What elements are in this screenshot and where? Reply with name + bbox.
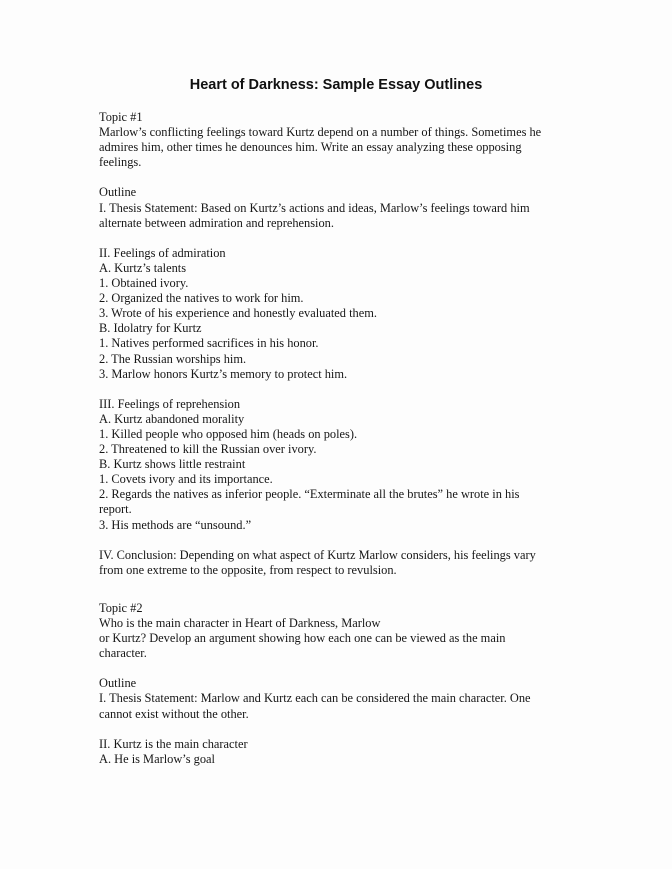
text-line: B. Idolatry for Kurtz [99, 321, 202, 336]
paragraph-gap [99, 170, 569, 185]
text-line: Topic #2 [99, 600, 143, 615]
text-line: 1. Obtained ivory. [99, 276, 189, 291]
paragraph-gap [99, 382, 569, 397]
text-line: 2. Regards the natives as inferior people. “Exterminate all the brutes” he wrote in his [99, 487, 520, 502]
text-line: or Kurtz? Develop an argument showing how each one can be viewed as the main [99, 631, 506, 646]
paragraph-gap [99, 722, 569, 737]
text-line: character. [99, 646, 147, 661]
text-line: 1. Killed people who opposed him (heads on poles). [99, 426, 358, 441]
text-line: admires him, other times he denounces him. Write an essay analyzing these opposing [99, 140, 522, 155]
text-line: II. Feelings of admiration [99, 245, 226, 260]
text-line: B. Kurtz shows little restraint [99, 457, 246, 472]
text-line: II. Kurtz is the main character [99, 736, 248, 751]
text-line: 3. Wrote of his experience and honestly evaluated them. [99, 306, 377, 321]
text-line: report. [99, 502, 132, 517]
text-line: A. Kurtz abandoned morality [99, 411, 245, 426]
text-line: I. Thesis Statement: Based on Kurtz’s actions and ideas, Marlow’s feelings toward him [99, 200, 530, 215]
text-line: Outline [99, 185, 137, 200]
text-line: Outline [99, 676, 137, 691]
text-line: IV. Conclusion: Depending on what aspect of Kurtz Marlow considers, his feelings vary [99, 547, 536, 562]
text-line: alternate between admiration and reprehension. [99, 215, 334, 230]
text-line: 1. Natives performed sacrifices in his honor. [99, 336, 319, 351]
text-line: A. Kurtz’s talents [99, 260, 187, 275]
text-line: Topic #1 [99, 110, 143, 124]
text-line: 3. Marlow honors Kurtz’s memory to protect him. [99, 366, 348, 381]
text-line: feelings. [99, 155, 142, 170]
text-line: 2. The Russian worships him. [99, 351, 247, 366]
text-line: Marlow’s conflicting feelings toward Kurtz depend on a number of things. Sometimes he [99, 125, 542, 140]
document-title: Heart of Darkness: Sample Essay Outlines [189, 77, 483, 93]
text-line: 3. His methods are “unsound.” [99, 517, 252, 532]
text-line: III. Feelings of reprehension [99, 396, 241, 411]
text-line: 2. Threatened to kill the Russian over ivory. [99, 442, 317, 457]
paragraph-gap [99, 661, 569, 676]
text-line: from one extreme to the opposite, from respect to revulsion. [99, 562, 397, 577]
text-line: 2. Organized the natives to work for him. [99, 291, 304, 306]
text-line: 1. Covets ivory and its importance. [99, 472, 273, 487]
text-line: I. Thesis Statement: Marlow and Kurtz each can be considered the main character. One [99, 691, 531, 706]
text-line: cannot exist without the other. [99, 706, 249, 721]
text-line: Who is the main character in Heart of Darkness, Marlow [99, 616, 381, 630]
text-line: A. He is Marlow’s goal [99, 751, 215, 766]
paragraph-gap [99, 578, 569, 601]
paragraph-gap [99, 533, 569, 548]
paragraph-gap [99, 231, 569, 246]
document-body [99, 110, 569, 767]
